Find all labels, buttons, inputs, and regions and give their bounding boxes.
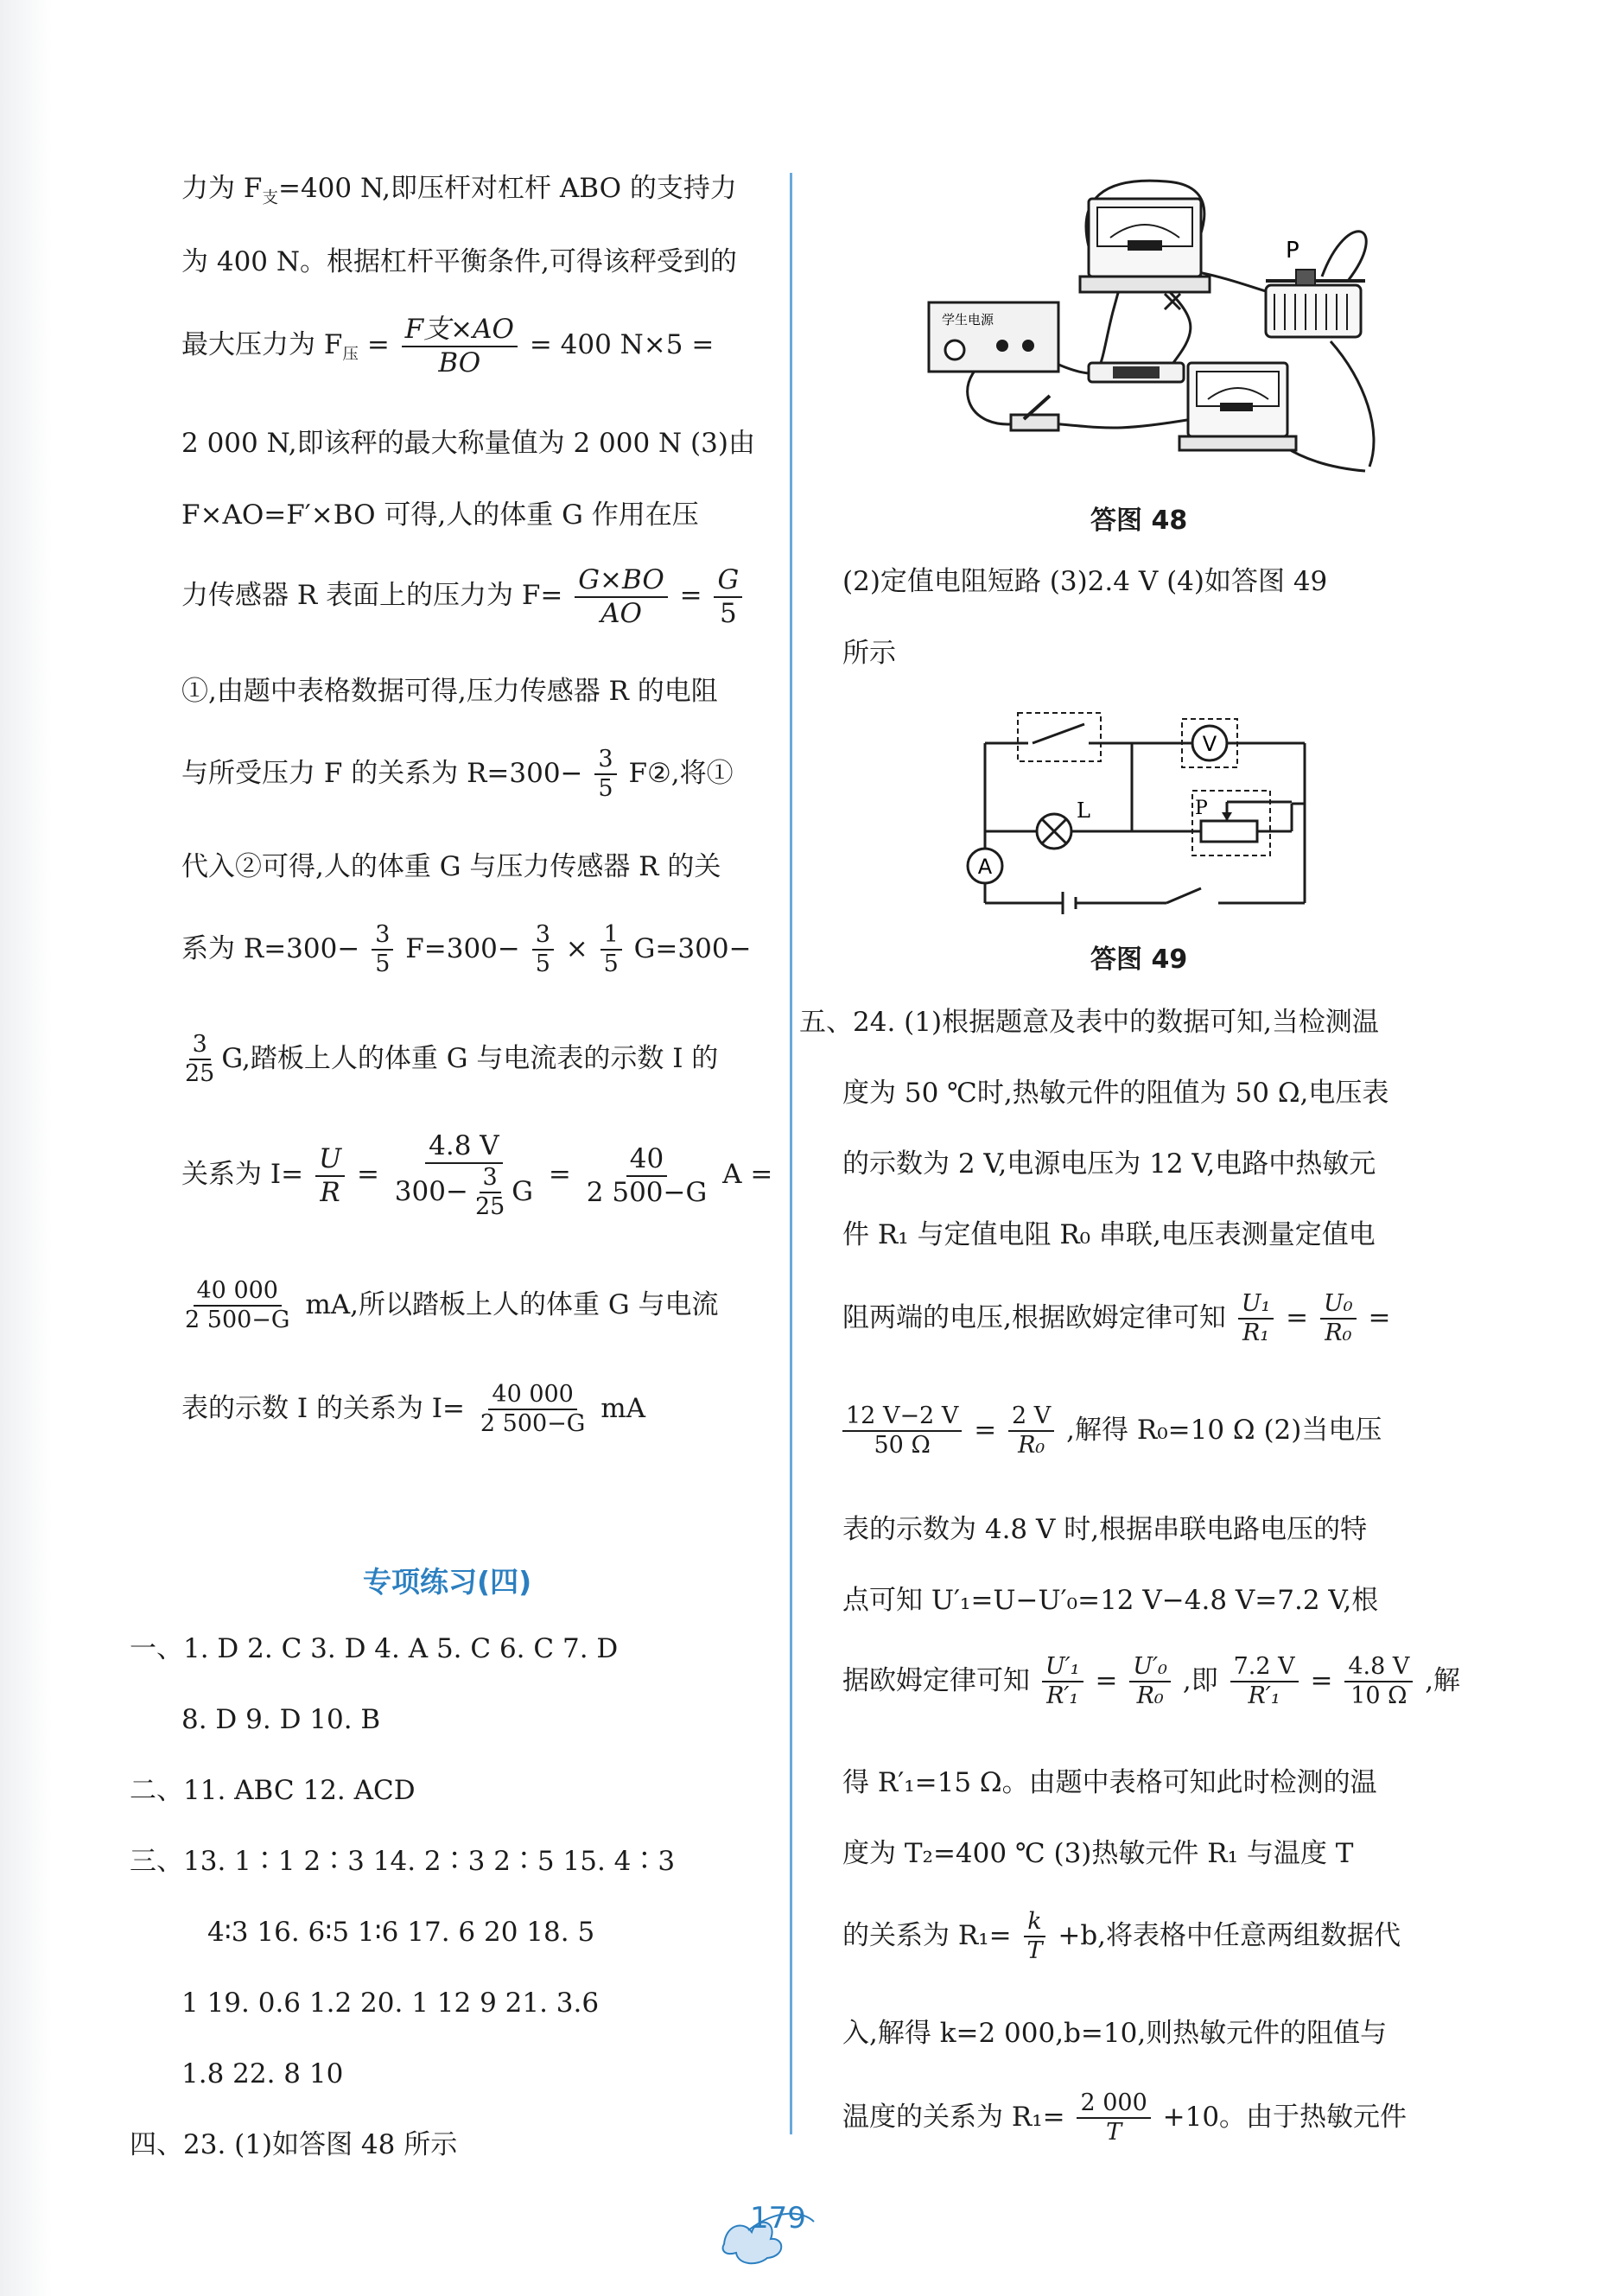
rheostat — [1266, 270, 1365, 337]
rheostat-label: P — [1286, 238, 1299, 264]
fraction: $\frac{7.2 V}{\text{R′₁}}$ — [1230, 1655, 1299, 1709]
text-line: 所示 — [842, 638, 896, 669]
fraction: $\frac{\text{F支×AO}}{BO}$ — [402, 315, 518, 377]
fraction: $\frac{3}{5}$ — [532, 923, 554, 977]
text-line: 代入②可得,人的体重 G 与压力传感器 R 的关 — [181, 851, 721, 882]
switch — [1011, 396, 1058, 430]
fraction: $\frac{2 000}{T}$ — [1077, 2091, 1150, 2146]
text-line: $\frac{40 000}{2 500-G}$ mA,所以踏板上人的体重 G 与电流 — [181, 1279, 718, 1333]
text-line: 2 000 N,即该秤的最大称量值为 2 000 N (3)由 — [181, 428, 755, 459]
fraction: $\frac{3}{5}$ — [594, 747, 616, 802]
ammeter-meter — [1179, 363, 1296, 450]
fraction: $\frac{4.8 V}{10 \Omega}$ — [1344, 1655, 1413, 1709]
fraction: $\frac{40 000}{2 500-G}$ — [480, 1381, 586, 1438]
text-line: 最大压力为 $F_压$ = $\frac{\text{F支×AO}}{BO}$ = 400 N×5 = — [181, 314, 715, 378]
fraction: $\frac{1}{5}$ — [600, 923, 622, 977]
text-line: 关系为 I= $\frac{U}{R}$ = 4.8 V 300− $\frac{3}{25}$ G = $\frac{40}{2 500-G}$ A = — [181, 1130, 773, 1220]
text-line: 的关系为 R₁= $\frac{k}{T}$ +b,将表格中任意两组数据代 — [842, 1908, 1401, 1965]
power-supply-label: 学生电源 — [942, 312, 994, 328]
lamp-label: L — [1077, 798, 1090, 823]
fraction: $\frac{2 V}{\text{R₀}}$ — [1008, 1404, 1054, 1459]
fraction: $\frac{\text{U′₁}}{\text{R′₁}}$ — [1042, 1655, 1083, 1709]
answer-line: 1 19. 0.6 1.2 20. 1 12 9 21. 3.6 — [181, 1988, 600, 2019]
text-line: $\frac{12 V-2 V}{50 \Omega}$ = $\frac{2 V}{\text{R₀}}$ ,解得 R₀=10 Ω (2)当电压 — [842, 1404, 1382, 1459]
figure-49-circuit-diagram — [950, 700, 1331, 916]
text-line: 表的示数为 4.8 V 时,根据串联电路电压的特 — [842, 1514, 1368, 1545]
fixed-resistor — [1089, 363, 1184, 382]
text-line: 据欧姆定律可知 $\frac{\text{U′₁}}{\text{R′₁}}$ = $\frac{\text{U′₀}}{\text{R₀}}$ ,即 $\frac{7.2 V}{\text{R′₁}}$ = $\frac{4.8 V}{10 \Omega}$ ,解 — [842, 1653, 1461, 1710]
page-number: 179 — [750, 2201, 806, 2236]
text-line: 力传感器 R 表面上的压力为 F= $\frac{G\times BO}{AO}$ = $\frac{G}{5}$ — [181, 566, 746, 627]
text-line: 度为 T₂=400 ℃ (3)热敏元件 R₁ 与温度 T — [842, 1838, 1354, 1869]
ammeter-label: A — [977, 855, 993, 879]
page-edge — [0, 0, 52, 2296]
slider-label: P — [1195, 798, 1208, 819]
text-line: ①,由题中表格数据可得,压力传感器 R 的电阻 — [181, 676, 718, 707]
text-line: 与所受压力 F 的关系为 R=300− $\frac{3}{5}$ F②,将① — [181, 746, 734, 803]
text-line: 表的示数 I 的关系为 I= $\frac{40 000}{2 500-G}$ mA — [181, 1381, 646, 1438]
voltmeter-label: V — [1202, 732, 1217, 756]
fraction: 4.8 V 300− $\frac{3}{25}$ G — [394, 1130, 534, 1220]
text-line: 的示数为 2 V,电源电压为 12 V,电路中热敏元 — [842, 1148, 1376, 1180]
figure-49-caption: 答图 49 — [1090, 944, 1188, 975]
fraction: $\frac{G}{5}$ — [714, 566, 742, 627]
text-line: 系为 R=300− $\frac{3}{5}$ F=300− $\frac{3}{5}$ × $\frac{1}{5}$ G=300− — [181, 921, 752, 978]
answer-line: 四、23. (1)如答图 48 所示 — [130, 2129, 458, 2160]
text-line: 温度的关系为 R₁= $\frac{2 000}{T}$ +10。由于热敏元件 — [842, 2089, 1407, 2147]
text-line: 入,解得 k=2 000,b=10,则热敏元件的阻值与 — [842, 2018, 1388, 2049]
text-line: F×AO=F′×BO 可得,人的体重 G 作用在压 — [181, 499, 699, 531]
fraction: $\frac{12 V-2 V}{50 \Omega}$ — [842, 1404, 962, 1459]
text-line: 五、24. (1)根据题意及表中的数据可知,当检测温 — [799, 1007, 1379, 1038]
figure-48-caption: 答图 48 — [1090, 506, 1188, 536]
text-line: 力为 $F_支=400$ N,即压杆对杠杆 ABO 的支持力 — [181, 173, 737, 208]
text-line: 度为 50 ℃时,热敏元件的阻值为 50 Ω,电压表 — [842, 1078, 1389, 1109]
fraction: $\frac{3}{25}$ — [474, 1163, 505, 1220]
fraction: $\frac{40}{2 500-G}$ — [586, 1143, 708, 1208]
text-line: (2)定值电阻短路 (3)2.4 V (4)如答图 49 — [842, 566, 1328, 597]
answer-line: 二、11. ABC 12. ACD — [130, 1775, 416, 1806]
fraction: $\frac{\text{U₀}}{\text{R₀}}$ — [1320, 1292, 1357, 1346]
column-divider — [790, 173, 792, 2134]
fraction: $\frac{3}{5}$ — [372, 923, 393, 977]
text-line: 为 400 N。根据杠杆平衡条件,可得该秤受到的 — [181, 246, 737, 277]
fraction: $\frac{G\times BO}{AO}$ — [575, 566, 668, 627]
answer-line: 4∶3 16. 6∶5 1∶6 17. 6 20 18. 5 — [207, 1917, 595, 1948]
fraction: $\frac{k}{T}$ — [1023, 1910, 1045, 1964]
answer-line: 一、1. D 2. C 3. D 4. A 5. C 6. C 7. D — [130, 1633, 619, 1664]
answer-line: 1.8 22. 8 10 — [181, 2058, 344, 2089]
text-line: 点可知 U′₁=U−U′₀=12 V−4.8 V=7.2 V,根 — [842, 1585, 1379, 1616]
text-line: 得 R′₁=15 Ω。由题中表格可知此时检测的温 — [842, 1767, 1377, 1798]
answer-line: 三、13. 1∶1 2∶3 14. 2∶3 2∶5 15. 4∶3 — [130, 1846, 676, 1877]
lamp-symbol — [1037, 814, 1071, 849]
figure-48-circuit — [916, 173, 1400, 484]
fraction: $\frac{40 000}{2 500-G}$ — [185, 1277, 290, 1334]
page-number-badge — [717, 2191, 821, 2268]
voltmeter-meter — [1080, 199, 1210, 292]
answer-line: 8. D 9. D 10. B — [181, 1704, 381, 1735]
text-line: $\frac{3}{25}$ G,踏板上人的体重 G 与电流表的示数 I 的 — [181, 1033, 718, 1087]
fraction: $\frac{U}{R}$ — [315, 1145, 345, 1206]
fraction: $\frac{\text{U′₀}}{\text{R₀}}$ — [1129, 1655, 1171, 1709]
section-title: 专项练习(四) — [363, 1565, 532, 1599]
fraction: $\frac{\text{U₁}}{\text{R₁}}$ — [1238, 1292, 1274, 1346]
text-line: 阻两端的电压,根据欧姆定律可知 $\frac{\text{U₁}}{\text{R₁}}$ = $\frac{\text{U₀}}{\text{R₀}}$ = — [842, 1290, 1391, 1347]
fraction: $\frac{3}{25}$ — [185, 1031, 215, 1088]
text-line: 件 R₁ 与定值电阻 R₀ 串联,电压表测量定值电 — [842, 1219, 1376, 1250]
